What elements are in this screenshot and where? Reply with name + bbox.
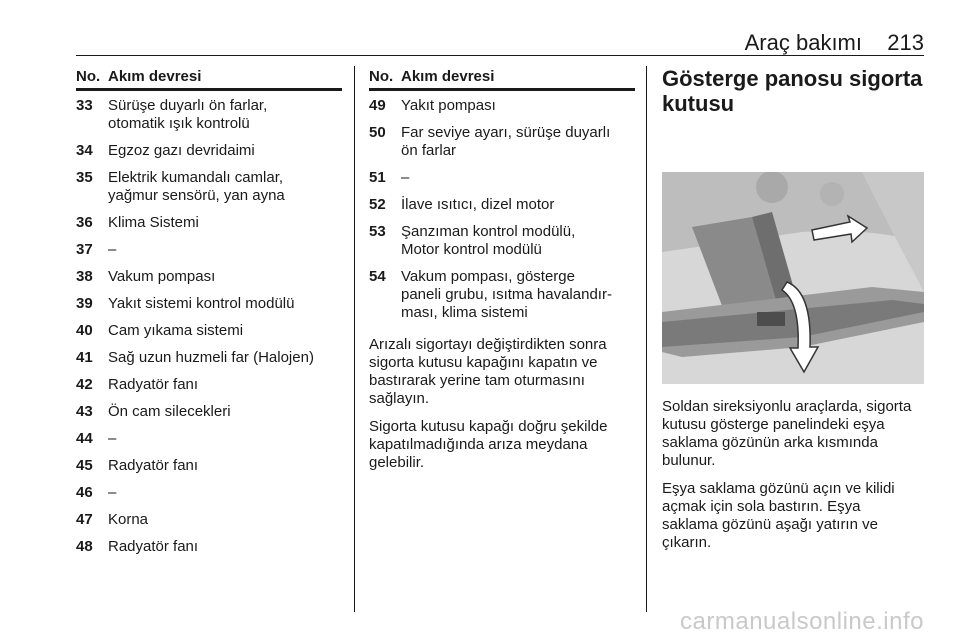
table-header bbox=[76, 66, 342, 88]
fuse-number: 33 bbox=[76, 97, 93, 114]
fuse-number: 43 bbox=[76, 403, 93, 420]
table-row bbox=[76, 295, 342, 313]
table-body bbox=[76, 97, 342, 556]
table-row bbox=[76, 376, 342, 394]
table-row bbox=[369, 223, 635, 259]
circuit-description: Şanzıman kontrol modülü, Motor kontrol modülü bbox=[401, 223, 576, 258]
circuit-description: Vakum pompası bbox=[108, 268, 216, 285]
instrument-panel-section bbox=[662, 66, 926, 552]
fuse-number: 39 bbox=[76, 295, 93, 312]
fuse-number: 41 bbox=[76, 349, 93, 366]
section-title: Gösterge panosu sigorta kutusu bbox=[662, 66, 923, 116]
fuse-number: 44 bbox=[76, 430, 93, 447]
table-row bbox=[76, 268, 342, 286]
fuse-number: 47 bbox=[76, 511, 93, 528]
glovebox-illustration bbox=[662, 172, 924, 384]
fuse-number: 42 bbox=[76, 376, 93, 393]
fuse-number: 48 bbox=[76, 538, 93, 555]
fuse-number: 53 bbox=[369, 223, 386, 240]
table-row bbox=[369, 124, 635, 160]
fuse-table-2 bbox=[369, 66, 635, 472]
fuse-number: 38 bbox=[76, 268, 93, 285]
circuit-description: Korna bbox=[108, 511, 149, 528]
circuit-description: Ön cam silecekleri bbox=[108, 403, 231, 420]
fuse-number: 49 bbox=[369, 97, 386, 114]
circuit-description: Vakum pompası, gösterge paneli grubu, ısıtma havalandır- ması, klima sistemi bbox=[401, 268, 612, 321]
circuit-description: Cam yıkama sistemi bbox=[108, 322, 244, 339]
table-row bbox=[76, 349, 342, 367]
table-row bbox=[76, 169, 342, 205]
glovebox-drawing bbox=[662, 172, 924, 384]
circuit-description: Radyatör fanı bbox=[108, 457, 199, 474]
circuit-description: Yakıt sistemi kontrol modülü bbox=[108, 295, 295, 312]
table-row bbox=[76, 457, 342, 475]
table-header-rule bbox=[76, 88, 342, 91]
fuse-number: 35 bbox=[76, 169, 93, 186]
circuit-description: – bbox=[108, 241, 117, 258]
replacement-note: Arızalı sigortayı değiştirdikten sonra sigorta kutusu kapağını kapatın ve bastırarak yerine tam oturmasını sağlayın. bbox=[369, 336, 607, 407]
table-row bbox=[369, 196, 635, 214]
cover-warning: Sigorta kutusu kapağı doğru şekilde kapatılmadığında arıza meydana gelebilir. bbox=[369, 418, 608, 471]
header-title: Araç bakımı bbox=[744, 30, 862, 55]
table-row bbox=[76, 97, 342, 133]
circuit-description: Elektrik kumandalı camlar, yağmur sensörü, yan ayna bbox=[108, 169, 285, 204]
fuse-number: 34 bbox=[76, 142, 93, 159]
table-row bbox=[76, 484, 342, 502]
fuse-number: 36 bbox=[76, 214, 93, 231]
table-header-rule bbox=[369, 88, 635, 91]
fuse-number: 51 bbox=[369, 169, 386, 186]
fuse-number: 37 bbox=[76, 241, 93, 258]
header-no: No. bbox=[76, 68, 101, 85]
fuse-number: 52 bbox=[369, 196, 386, 213]
table-body bbox=[369, 97, 635, 322]
circuit-description: Sağ uzun huzmeli far (Halojen) bbox=[108, 349, 314, 366]
fuse-number: 40 bbox=[76, 322, 93, 339]
table-row bbox=[76, 214, 342, 232]
fuse-number: 46 bbox=[76, 484, 93, 501]
header-circuit: Akım devresi bbox=[108, 68, 202, 85]
table-row bbox=[369, 268, 635, 322]
table-row bbox=[76, 322, 342, 340]
watermark: carmanualsonline.info bbox=[680, 608, 924, 635]
fuse-number: 50 bbox=[369, 124, 386, 141]
circuit-description: Radyatör fanı bbox=[108, 538, 199, 555]
circuit-description: Klima Sistemi bbox=[108, 214, 199, 231]
fuse-table-1 bbox=[76, 66, 342, 565]
column-divider bbox=[646, 66, 647, 612]
page-number: 213 bbox=[887, 30, 924, 55]
table-row bbox=[369, 169, 635, 187]
fuse-number: 54 bbox=[369, 268, 386, 285]
header-circuit: Akım devresi bbox=[401, 68, 495, 85]
fuse-number: 45 bbox=[76, 457, 93, 474]
header-no: No. bbox=[369, 68, 394, 85]
circuit-description: Yakıt pompası bbox=[401, 97, 496, 114]
circuit-description: Radyatör fanı bbox=[108, 376, 199, 393]
table-row bbox=[76, 142, 342, 160]
table-row bbox=[369, 97, 635, 115]
table-row bbox=[76, 430, 342, 448]
circuit-description: – bbox=[108, 430, 117, 447]
table-row bbox=[76, 511, 342, 529]
location-description: Soldan sireksiyonlu araçlarda, sigorta kutusu gösterge panelindeki eşya saklama gözünün arka kısmında bulunur. bbox=[662, 398, 912, 469]
column-divider bbox=[354, 66, 355, 612]
circuit-description: Egzoz gazı devridaimi bbox=[108, 142, 255, 159]
table-header bbox=[369, 66, 635, 88]
removal-instructions: Eşya saklama gözünü açın ve kilidi açmak için sola bastırın. Eşya saklama gözünü aşağı yatırın ve çıkarın. bbox=[662, 480, 895, 551]
circuit-description: – bbox=[401, 169, 410, 186]
table-row bbox=[76, 403, 342, 421]
table-row bbox=[76, 241, 342, 259]
header-rule bbox=[76, 55, 924, 56]
circuit-description: İlave ısıtıcı, dizel motor bbox=[401, 196, 555, 213]
table-row bbox=[76, 538, 342, 556]
circuit-description: Sürüşe duyarlı ön farlar, otomatik ışık kontrolü bbox=[108, 97, 268, 132]
circuit-description: – bbox=[108, 484, 117, 501]
circuit-description: Far seviye ayarı, sürüşe duyarlı ön farlar bbox=[401, 124, 611, 159]
